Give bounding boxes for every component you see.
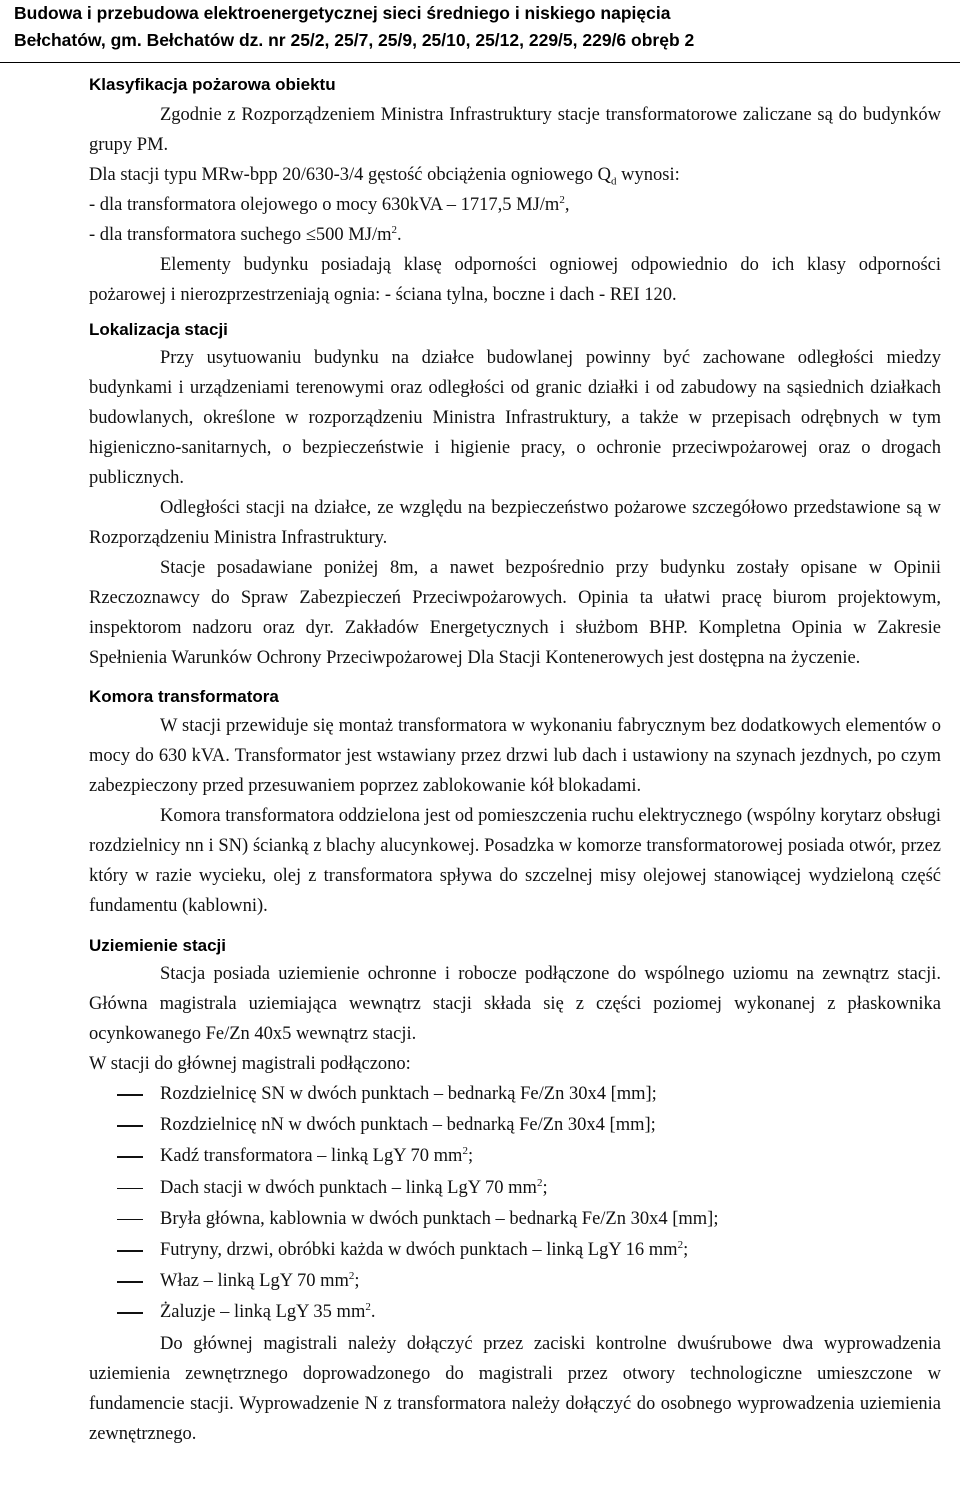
paragraph: Zgodnie z Rozporządzeniem Ministra Infrastruktury stacje transformatorowe zaliczane są do budynków grupy PM. <box>89 105 941 155</box>
section-transformer-chamber <box>89 686 941 921</box>
list-item: Bryła główna, kablownia w dwóch punktach – bednarką Fe/Zn 30x4 [mm]; <box>89 1204 941 1235</box>
page-header <box>0 0 960 63</box>
document-body <box>89 64 941 1449</box>
paragraph: Stacja posiada uziemienie ochronne i robocze podłączone do wspólnego uziomu na zewnątrz stacji. Główna magistrala uziemiająca wewnątrz stacji składa się z części poziomej wykonanej z płaskownika ocynkowanego Fe/Zn 40x5 wewnątrz stacji. <box>89 964 941 1044</box>
heading-grounding: Uziemienie stacji <box>89 936 227 955</box>
dash-bullet <box>117 1125 143 1127</box>
heading-fire-classification: Klasyfikacja pożarowa obiektu <box>89 75 336 94</box>
paragraph: - dla transformatora olejowego o mocy 630kVA – 1717,5 $MJ/m^2$, <box>89 193 570 215</box>
paragraph: Dla stacji typu MRw-bpp 20/630-3/4 gęstość obciążenia ogniowego $Q_d$ wynosi: <box>89 165 680 188</box>
paragraph: Komora transformatora oddzielona jest od pomieszczenia ruchu elektrycznego (wspólny korytarz obsługi rozdzielnicy nn i SN) ścianką z blachy alucynkowej. Posadzka w komorze transformatorowej posiada otwór, przez który w razie wycieku, olej z transformatora spływa do szczelnej misy olejowej stanowiącej wydzieloną część fundamentu (kablowni). <box>89 806 941 916</box>
list-item: Rozdzielnicę nN w dwóch punktach – bednarką Fe/Zn 30x4 [mm]; <box>89 1110 941 1141</box>
paragraph: Przy usytuowaniu budynku na działce budowlanej powinny być zachowane odległości miedzy budynkami i urządzeniami terenowymi oraz odległości od granic działki i od zabudowy na sąsiednich działkach budowlanych, określone w rozporządzeniu Ministra Infrastruktury, a także w przepisach odrębnych w tym higieniczno-sanitarnych, o bezpieczeństwie i higienie pracy, o ochronie przeciwpożarowej oraz o drogach publicznych. <box>89 348 941 488</box>
header-location: Bełchatów, gm. Bełchatów dz. nr 25/2, 25/7, 25/9, 25/10, 25/12, 229/5, 229/6 obręb 2 <box>14 30 695 50</box>
dash-bullet <box>117 1281 143 1283</box>
paragraph: Elementy budynku posiadają klasę odporności ogniowej odpowiednio do ich klasy odporności pożarowej i nierozprzestrzeniają ognia: - ściana tylna, boczne i dach - REI 120. <box>89 255 941 305</box>
dash-bullet <box>117 1156 143 1158</box>
paragraph: Do głównej magistrali należy dołączyć przez zaciski kontrolne dwuśrubowe dwa wyprowadzenia uziemienia zewnętrznego doprowadzonego do magistrali przez otwory technologiczne umieszczone w fundamencie stacji. Wyprowadzenie N z transformatora należy dołączyć do osobnego wyprowadzenia uziemienia zewnętrznego. <box>89 1333 941 1444</box>
list-item: Żaluzje – linką LgY 35 $mm^2$. <box>89 1297 941 1328</box>
dash-bullet <box>117 1312 143 1314</box>
dash-bullet <box>117 1188 143 1190</box>
paragraph: W stacji przewiduje się montaż transformatora w wykonaniu fabrycznym bez dodatkowych elementów o mocy do 630 kVA. Transformator jest wstawiany przez drzwi lub dach i ustawiony na szynach jezdnych, po czym zabezpieczony przed przesuwaniem poprzez zablokowanie kół blokadami. <box>89 716 941 796</box>
list-item: Rozdzielnicę SN w dwóch punktach – bednarką Fe/Zn 30x4 [mm]; <box>89 1079 941 1110</box>
list-item: Futryny, drzwi, obróbki każda w dwóch punktach – linką LgY 16 $mm^2$; <box>89 1235 941 1266</box>
section-grounding <box>89 935 941 1449</box>
paragraph: W stacji do głównej magistrali podłączono: <box>89 1054 411 1074</box>
paragraph: Odległości stacji na działce, ze względu na bezpieczeństwo pożarowe szczegółowo przedstawione są w Rozporządzeniu Ministra Infrastruktury. <box>89 498 941 548</box>
list-item: Dach stacji w dwóch punktach – linką LgY 70 $mm^2$; <box>89 1173 941 1204</box>
paragraph: - dla transformatora suchego ≤500 $MJ/m^2$. <box>89 223 402 245</box>
section-fire-classification <box>89 74 941 310</box>
header-project-title: Budowa i przebudowa elektroenergetycznej sieci średniego i niskiego napięcia <box>14 3 671 23</box>
list-item: Właz – linką LgY 70 $mm^2$; <box>89 1266 941 1297</box>
section-location <box>89 319 941 673</box>
heading-location: Lokalizacja stacji <box>89 320 228 339</box>
paragraph: Stacje posadawiane poniżej 8m, a nawet bezpośrednio przy budynku zostały opisane w Opinii Rzeczoznawcy do Spraw Zabezpieczeń Przeciwpożarowych. Opinia ta ułatwi pracę biurom projektowym, inspektorom nadzoru oraz dyr. Zakładów Energetycznych i służbom BHP. Kompletna Opinia w Zakresie Spełnienia Warunków Ochrony Przeciwpożarowej Dla Stacji Kontenerowych jest dostępna na życzenie. <box>89 558 941 668</box>
grounding-connections-list <box>89 1079 941 1329</box>
heading-transformer-chamber: Komora transformatora <box>89 687 279 706</box>
dash-bullet <box>117 1219 143 1221</box>
dash-bullet <box>117 1250 143 1252</box>
dash-bullet <box>117 1094 143 1096</box>
list-item: Kadź transformatora – linką LgY 70 $mm^2$; <box>89 1141 941 1172</box>
